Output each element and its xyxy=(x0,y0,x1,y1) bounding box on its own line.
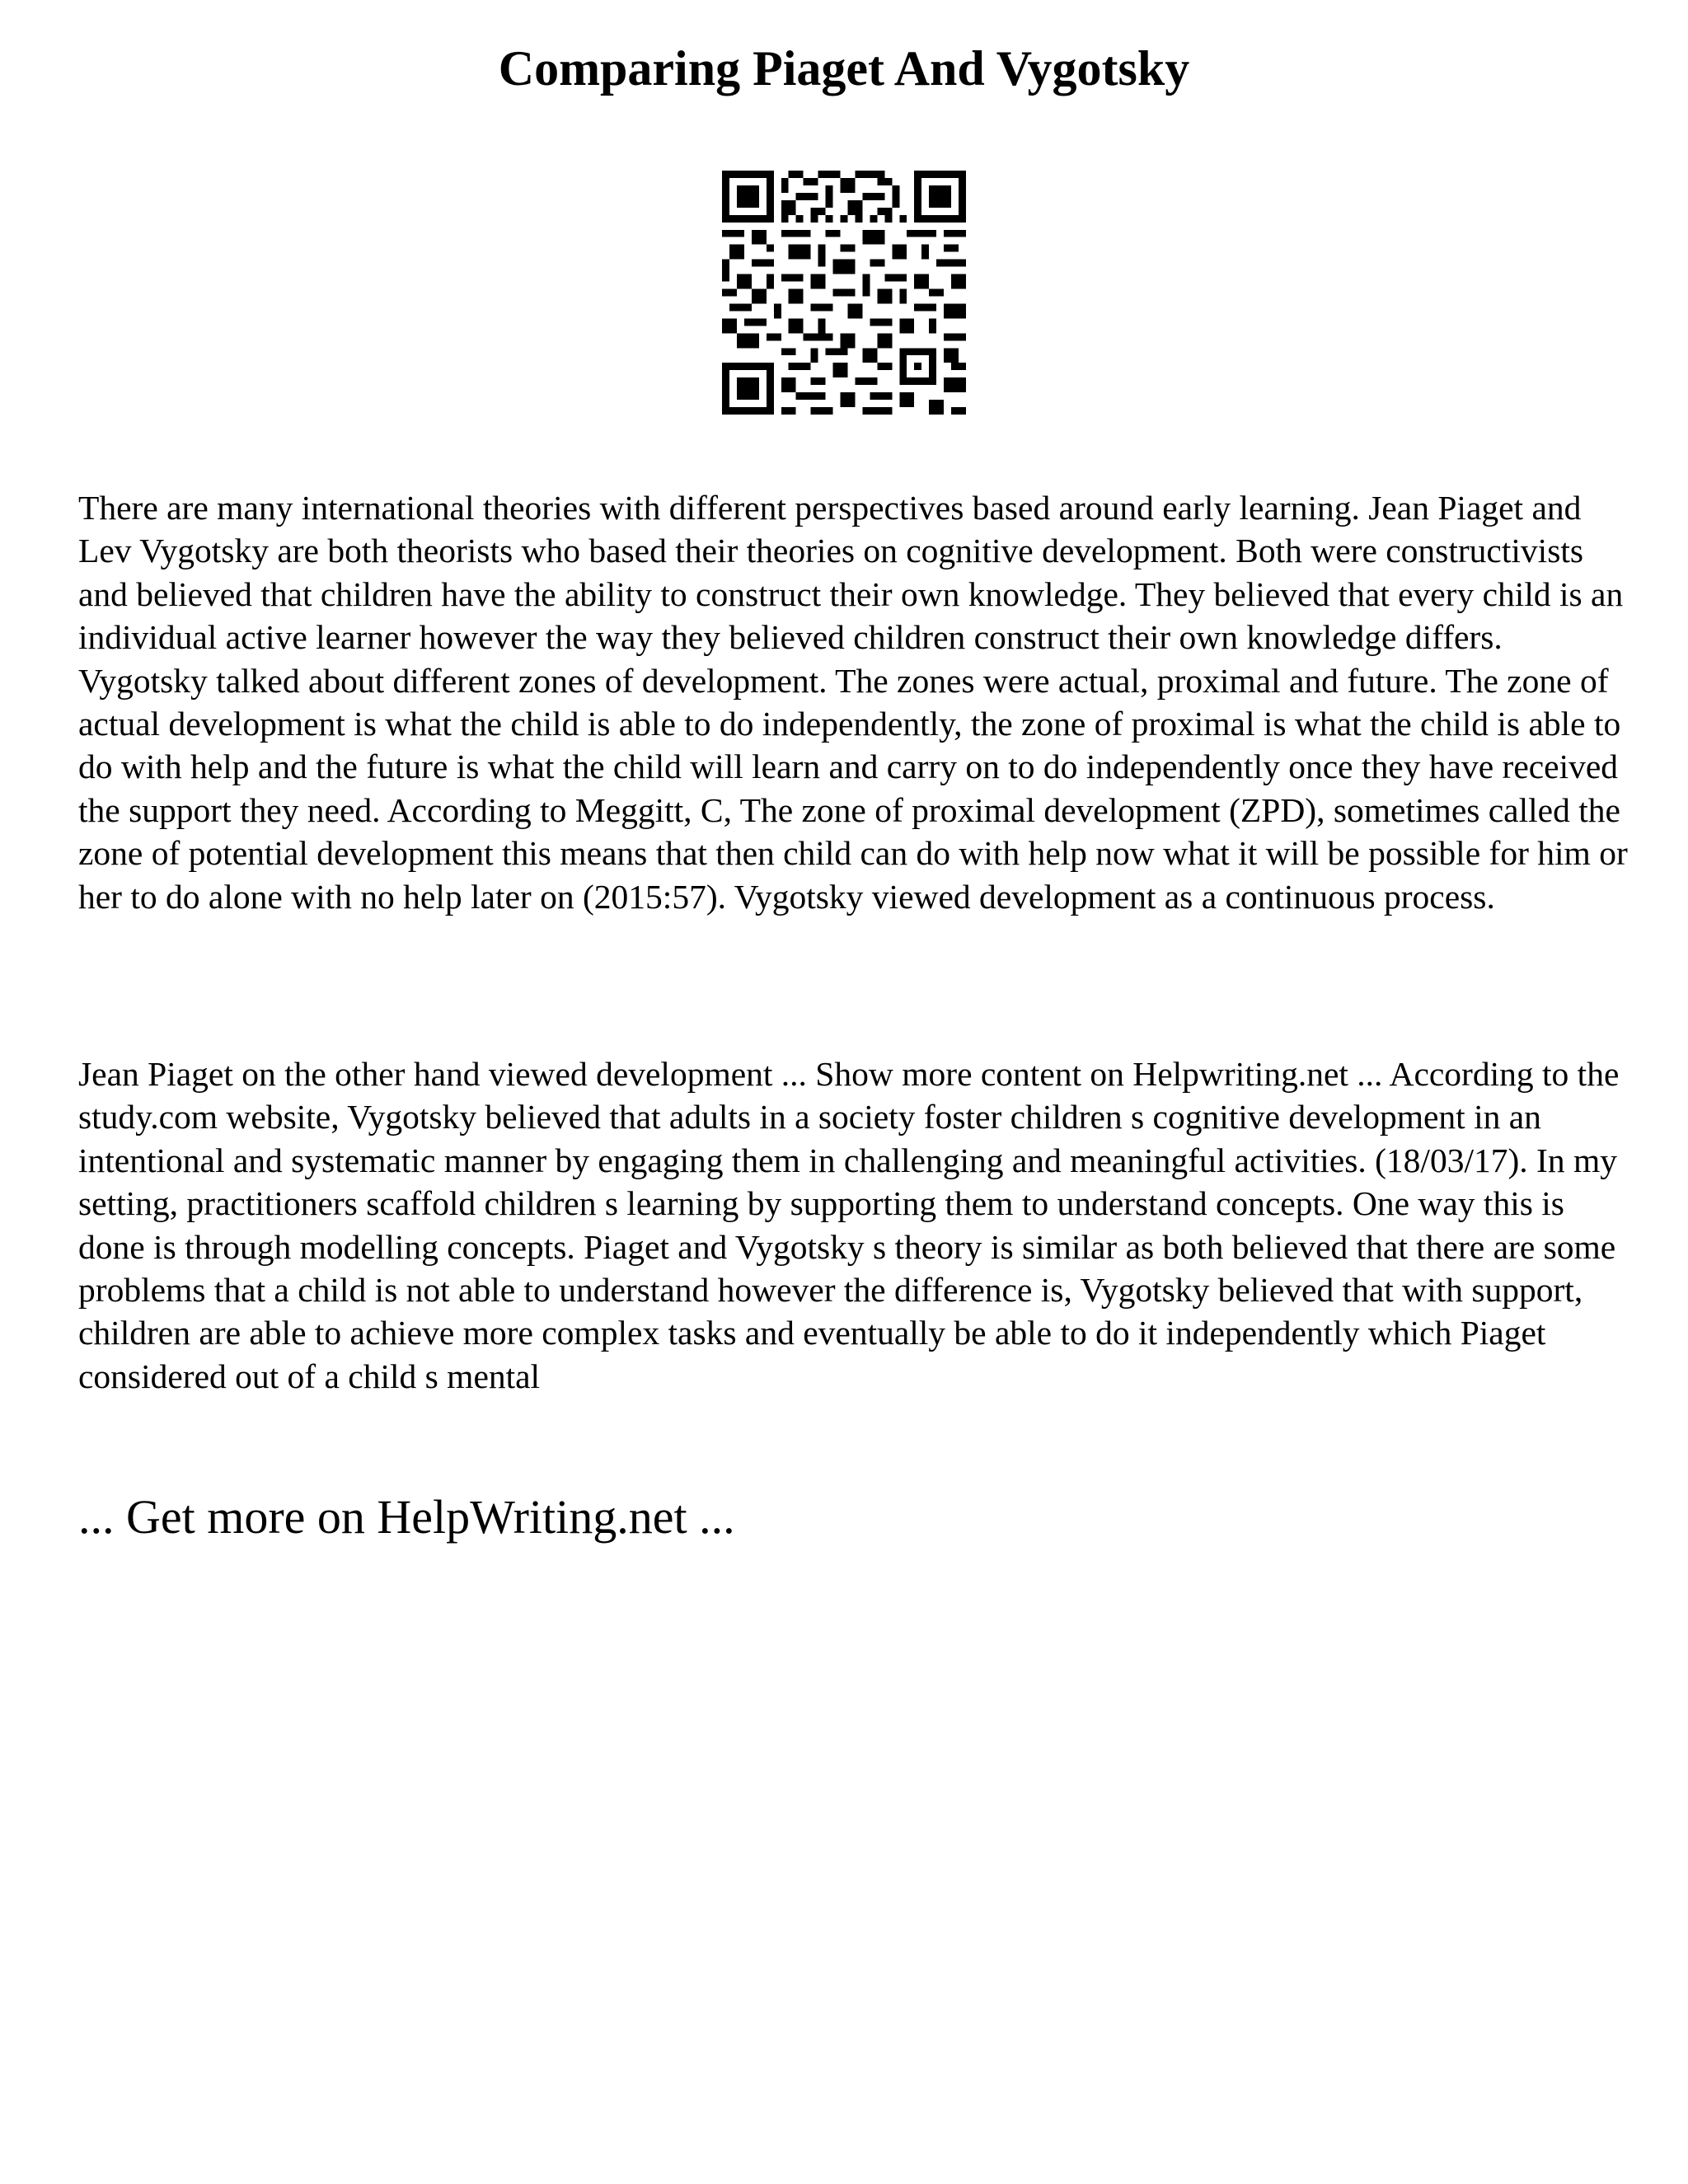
page-title: Comparing Piaget And Vygotsky xyxy=(498,41,1190,96)
body-paragraph-1: There are many international theories with different perspectives based around early learning. Jean Piaget and Lev Vygotsky are both theorists who based their theories on cognitive development. Both were constructivists and believed that children have the ability to construct their own knowledge. They believed that every child is an individual active learner however the way they believed children construct their own knowledge differs. Vygotsky talked about different zones of development. The zones were actual, proximal and future. The zone of actual development is what the child is able to do independently, the zone of proximal is what the child is able to do with help and the future is what the child will learn and carry on to do independently once they have received the support they need. According to Meggitt, C, The zone of proximal development (ZPD), sometimes called the zone of potential development this means that then child can do with help now what it will be possible for him or her to do alone with no help later on (2015:57). Vygotsky viewed development as a continuous process. xyxy=(78,489,1628,916)
get-more-link[interactable]: ... Get more on HelpWriting.net ... xyxy=(78,1490,735,1544)
qr-code-icon xyxy=(722,171,966,415)
body-paragraph-2: Jean Piaget on the other hand viewed development ... Show more content on Helpwriting.net ... According to the study.com website, Vygotsky believed that adults in a society foster children s cognitive development in an intentional and systematic manner by engaging them in challenging and meaningful activities. (18/03/17). In my setting, practitioners scaffold children s learning by supporting them to understand concepts. One way this is done is through modelling concepts. Piaget and Vygotsky s theory is similar as both believed that there are some problems that a child is not able to understand however the difference is, Vygotsky believed that with support, children are able to achieve more complex tasks and eventually be able to do it independently which Piaget considered out of a child s mental xyxy=(78,1055,1620,1395)
